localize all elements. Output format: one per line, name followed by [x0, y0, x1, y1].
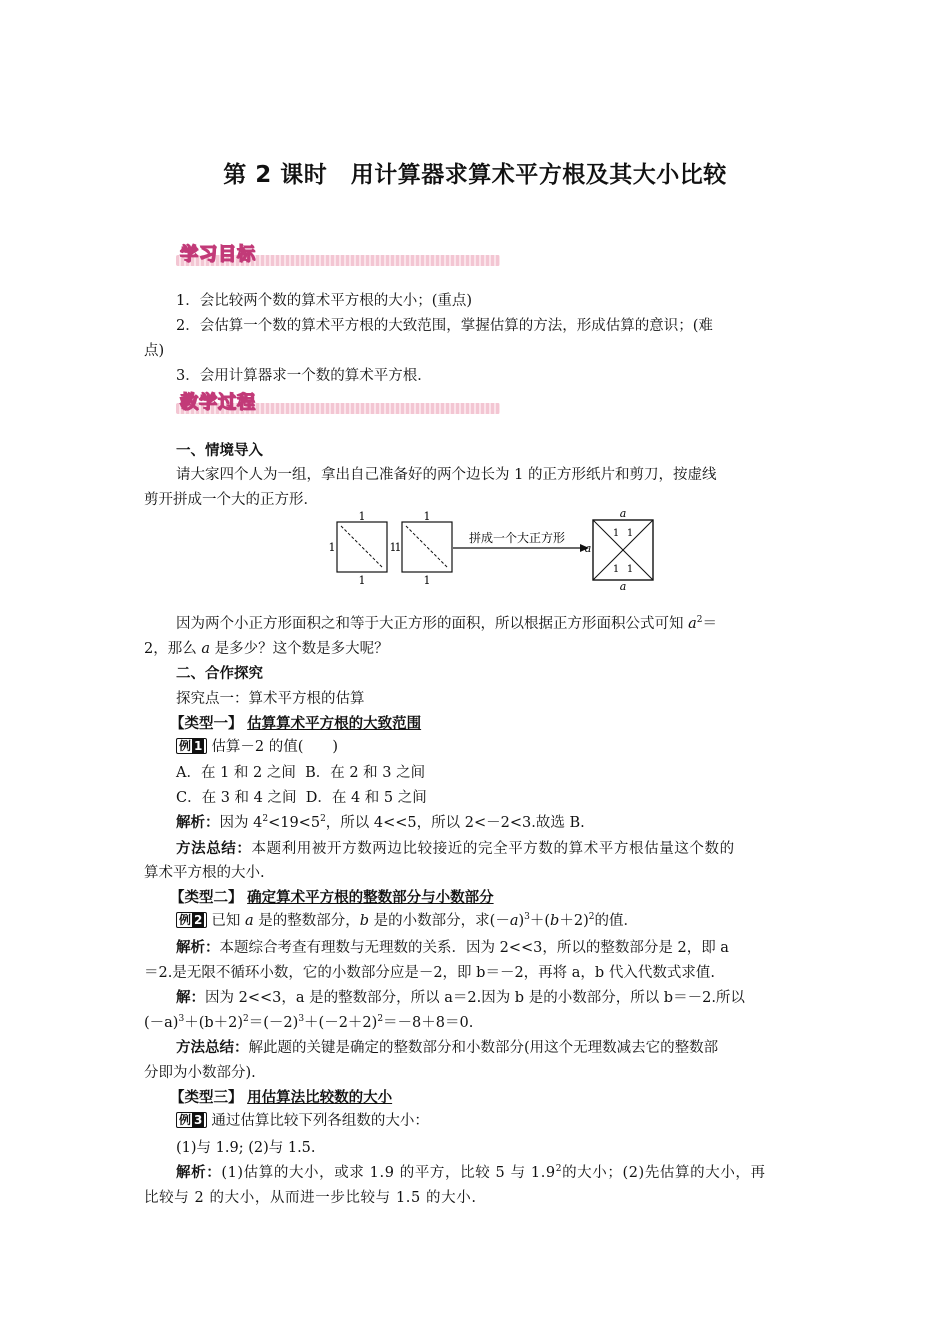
- type-title: 估算算术平方根的大致范围: [247, 716, 422, 732]
- example-question: [176, 1111, 429, 1131]
- text: ): [518, 913, 525, 929]
- summary: [176, 1038, 718, 1058]
- type-heading: [170, 714, 421, 734]
- piece-label: 1: [626, 564, 634, 575]
- goal-item: 3．会用计算器求一个数的算术平方根．: [176, 368, 432, 384]
- cut-line: [406, 526, 448, 568]
- small-square: [337, 522, 387, 572]
- side-label: 1: [358, 574, 366, 587]
- piece-label: 1: [612, 564, 620, 575]
- var-a: a: [201, 641, 210, 657]
- text: ＋(－2＋2): [304, 1015, 378, 1031]
- exponent: 3: [524, 912, 530, 922]
- goal-item: 1．会比较两个数的算术平方根的大小；(重点): [176, 293, 473, 309]
- example-question: [176, 737, 338, 757]
- goal-item: 点): [144, 343, 165, 359]
- exponent: 2: [696, 615, 703, 625]
- badge-num: 1: [194, 739, 203, 753]
- side-label: 1: [394, 541, 402, 554]
- side-label-a: a: [619, 580, 627, 590]
- type-title: 用估算法比较数的大小: [247, 1090, 393, 1106]
- type-heading: [170, 888, 494, 908]
- text: ＝: [702, 616, 717, 632]
- text: 已知: [211, 913, 241, 929]
- option-c: C．在 3 和 4 之间: [176, 790, 297, 806]
- text: ＋(b＋2): [184, 1015, 244, 1031]
- badge-word: 例: [179, 913, 192, 927]
- side-label: 1: [358, 510, 366, 523]
- text: 因为两个小正方形面积之和等于大正方形的面积，所以根据正方形面积公式可知: [176, 616, 684, 632]
- paragraph-line: [176, 614, 717, 634]
- label: 解析：: [176, 815, 220, 831]
- analysis: [176, 938, 729, 958]
- exponent: 2: [243, 1014, 249, 1024]
- side-label: 1: [328, 541, 336, 554]
- question-parts: (1)与 1.9; (2)与 1.5.: [176, 1140, 316, 1156]
- example-badge: [176, 912, 207, 928]
- var: b: [359, 913, 370, 929]
- text: 是的整数部分，: [258, 913, 360, 929]
- text: 因为 2<<3，a 是的整数部分，所以 a＝2.因为 b 是的小数部分，所以 b＝－2.所以: [205, 990, 745, 1006]
- summary: 分即为小数部分).: [144, 1065, 256, 1081]
- text: 通过估算比较下列各组数的大小：: [211, 1113, 429, 1129]
- exponent: 2: [262, 814, 269, 824]
- type-title: 确定算术平方根的整数部分与小数部分: [247, 890, 494, 906]
- exponent: 2: [555, 1164, 563, 1174]
- var: a: [244, 913, 254, 929]
- solution: [144, 1013, 473, 1033]
- page-title: 第 2 课时 用计算器求算术平方根及其大小比较: [223, 162, 727, 188]
- text: 是多少？这个数是多大呢？: [214, 641, 389, 657]
- badge-word: 例: [179, 1113, 192, 1127]
- section-heading: 二、合作探究: [176, 666, 263, 682]
- text: ＋2): [559, 913, 589, 929]
- option-a: A．在 1 和 2 之间: [176, 765, 296, 781]
- analysis: [176, 813, 585, 833]
- side-label: 1: [423, 510, 431, 523]
- section-banner-goals: [176, 240, 500, 268]
- options-row: [176, 788, 427, 808]
- text: 解此题的关键是确定的整数部分和小数部分(用这个无理数减去它的整数部: [248, 1040, 719, 1056]
- badge-num: 3: [194, 1113, 203, 1127]
- side-label: 1: [423, 574, 431, 587]
- summary: [176, 839, 735, 859]
- text: 估算－2 的值( ): [211, 739, 339, 755]
- badge-word: 例: [179, 739, 192, 753]
- text: 本题利用被开方数两边比较接近的完全平方数的算术平方根估量这个数的: [251, 841, 735, 857]
- banner-label: 学习目标: [180, 244, 256, 265]
- text: 本题综合考查有理数与无理数的关系．因为 2<<3，所以的整数部分是 2，即 a: [219, 940, 729, 956]
- side-label-a: a: [619, 508, 627, 520]
- badge-num: 2: [194, 913, 203, 927]
- var-a: a: [688, 616, 697, 632]
- exponent: 2: [588, 912, 595, 922]
- text: (－a): [144, 1015, 179, 1031]
- text: ＝－8＋8＝0.: [383, 1015, 474, 1031]
- paragraph-line: 请大家四个人为一组，拿出自己准备好的两个边长为 1 的正方形纸片和剪刀，按虚线: [176, 467, 717, 483]
- exponent: 2: [320, 814, 326, 824]
- square-cutting-diagram: [325, 508, 665, 590]
- type-tag: 【类型三】: [170, 1090, 243, 1106]
- section-banner-process: [176, 388, 500, 416]
- exponent: 2: [377, 1014, 384, 1024]
- summary: 算术平方根的大小.: [144, 865, 265, 881]
- text: (1)估算的大小，或求 1.9 的平方，比较 5 与 1.9: [221, 1165, 556, 1181]
- example-question: [176, 911, 638, 931]
- var: a: [509, 913, 519, 929]
- analysis: ＝2.是无限不循环小数，它的小数部分应是－2，即 b＝－2，再将 a，b 代入代数式求值.: [144, 965, 715, 981]
- arrow-label: 拼成一个大正方形: [468, 531, 566, 545]
- exponent: 3: [178, 1014, 185, 1024]
- text: 的值．: [594, 913, 638, 929]
- paragraph-line: [144, 639, 389, 659]
- analysis: 比较与 2 的大小，从而进一步比较与 1.5 的大小.: [144, 1190, 477, 1206]
- piece-label: 1: [626, 528, 634, 539]
- options-row: [176, 763, 425, 783]
- label: 方法总结：: [176, 841, 252, 857]
- text: 的大小；(2)先估算的大小，再: [562, 1165, 766, 1181]
- side-label: 1: [389, 541, 397, 554]
- cut-line: [341, 526, 383, 568]
- section-heading: 一、情境导入: [176, 443, 263, 459]
- text: ＋(: [529, 913, 551, 929]
- var: b: [550, 913, 560, 929]
- text: ，所以 4<<5，所以 2<－2<3.故选 B.: [325, 815, 585, 831]
- label: 解：: [176, 990, 205, 1006]
- text: 是的小数部分，求(－: [373, 913, 510, 929]
- text: 因为 4: [219, 815, 263, 831]
- type-tag: 【类型二】: [170, 890, 243, 906]
- text: <19<5: [268, 815, 321, 831]
- label: 解析：: [176, 940, 220, 956]
- solution: [176, 988, 745, 1008]
- option-d: D．在 4 和 5 之间: [305, 790, 427, 806]
- side-label-a: a: [584, 542, 592, 555]
- banner-label: 教学过程: [180, 392, 256, 413]
- piece-label: 1: [612, 528, 620, 539]
- type-tag: 【类型一】: [170, 716, 243, 732]
- text: 2，那么: [144, 641, 197, 657]
- goal-item: 2．会估算一个数的算术平方根的大致范围，掌握估算的方法，形成估算的意识；(难: [176, 318, 713, 334]
- example-badge: [176, 1112, 207, 1128]
- example-badge: [176, 738, 207, 754]
- analysis: [176, 1163, 766, 1183]
- option-b: B．在 2 和 3 之间: [305, 765, 426, 781]
- label: 方法总结：: [176, 1040, 249, 1056]
- text: ＝(－2): [248, 1015, 299, 1031]
- label: 解析：: [176, 1165, 222, 1181]
- paragraph-line: 剪开拼成一个大的正方形．: [144, 492, 318, 508]
- exponent: 3: [298, 1014, 305, 1024]
- subsection-heading: 探究点一：算术平方根的估算: [176, 691, 365, 707]
- small-square: [402, 522, 452, 572]
- type-heading: [170, 1088, 392, 1108]
